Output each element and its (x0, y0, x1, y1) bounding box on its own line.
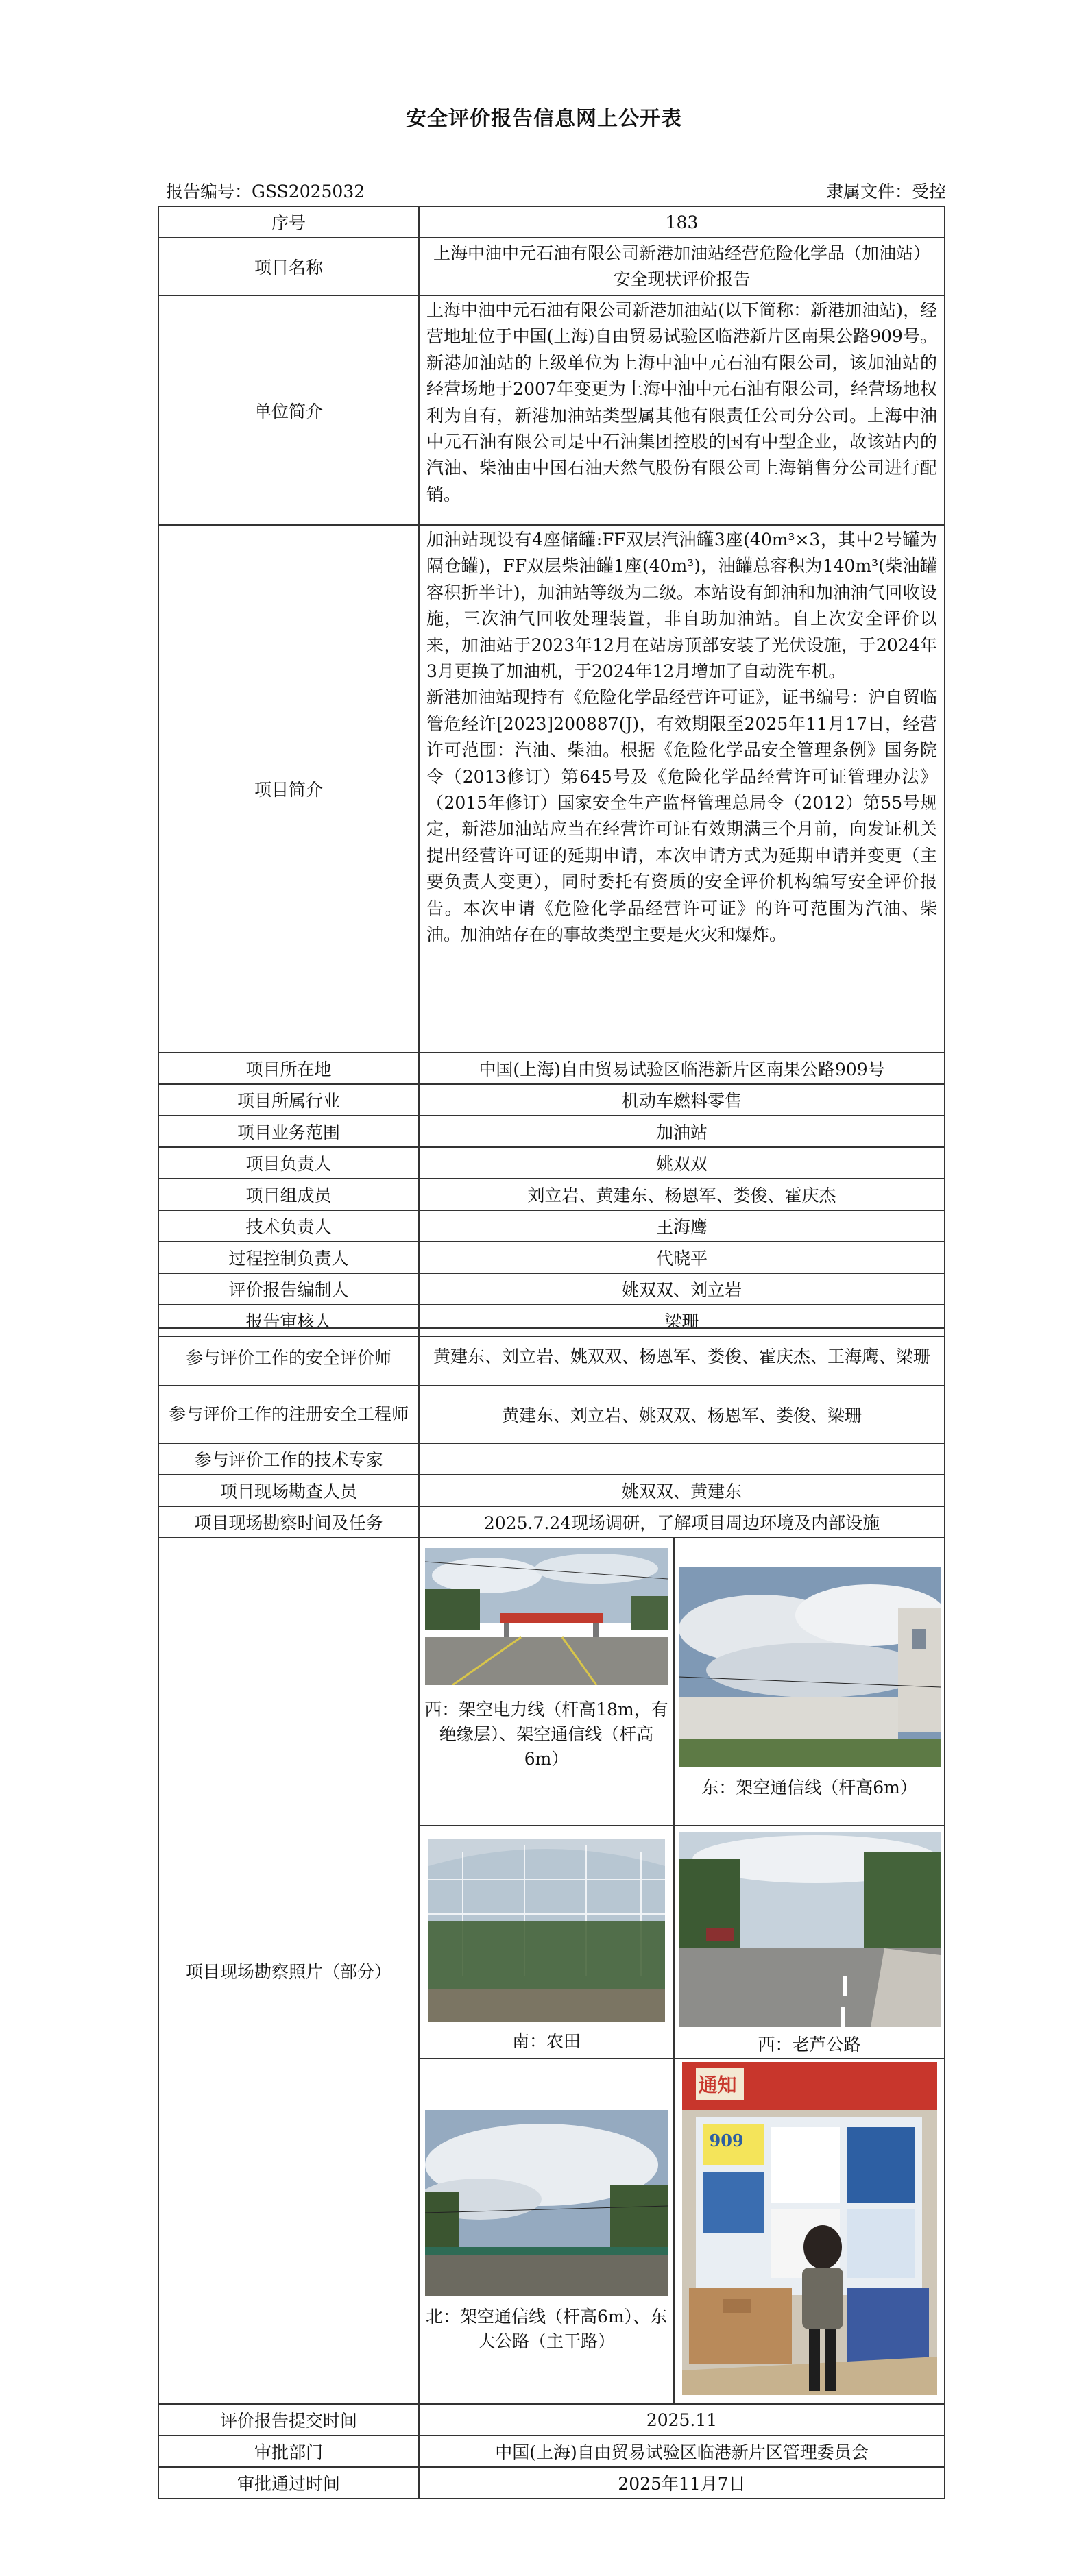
row-industry (158, 1084, 945, 1116)
submit-time-label: 评价报告提交时间 (158, 2404, 419, 2436)
photo-caption: 南：农田 (511, 2031, 581, 2051)
project-intro-paragraph: 新港加油站现持有《危险化学品经营许可证》，证书编号：沪自贸临管危经许[2023]200887(J)，有效期限至2025年11月17日，经营许可范围：汽油、柴油。根据《危险化学品安全管理条例》国务院令（2013修订）第645号及《危险化学品经营许可证管理办法》（2015年修订）国家安全生产监督管理总局令（2012）第55号规定，新港加油站应当在经营许可证有效期满三个月前，向发证机关提出经营许可证的延期申请，本次申请方式为延期申请并变更（主要负责人变更），同时委托有资质的安全评价机构编写安全评价报告。本次申请《危险化学品经营许可证》的许可范围为汽油、柴油。加油站存在的事故类型主要是火灾和爆炸。 (426, 687, 937, 945)
photo-caption: 东：架空通信线（杆高6m） (701, 1778, 917, 1798)
industry-label: 项目所属行业 (158, 1084, 419, 1116)
tech-leader-value: 王海鹰 (419, 1210, 945, 1242)
scope-label: 项目业务范围 (158, 1116, 419, 1147)
tech-leader-label: 技术负责人 (158, 1210, 419, 1242)
photo-cell-notice-board (674, 2059, 945, 2404)
info-table-survey (158, 1327, 945, 2499)
photo-north-road (425, 2110, 668, 2296)
photo-cell-west-road (674, 1826, 945, 2059)
photo-caption: 西：架空电力线（杆高18m，有绝缘层）、架空通信线（杆高6m） (424, 1700, 668, 1769)
project-intro-text (419, 525, 945, 1053)
row-engineers (158, 1386, 945, 1443)
survey-time-label: 项目现场勘察时间及任务 (158, 1506, 419, 1538)
row-leader (158, 1147, 945, 1179)
photos-label: 项目现场勘察照片（部分） (158, 1538, 419, 2404)
photo-cell-north-comm (419, 2059, 674, 2404)
row-scope (158, 1116, 945, 1147)
document-title: 安全评价报告信息网上公开表 (406, 107, 682, 131)
reviewer-label: 报告审核人 (158, 1305, 419, 1336)
row-project-name (158, 238, 945, 295)
row-process-control (158, 1242, 945, 1273)
approval-time-label: 审批通过时间 (158, 2467, 419, 2499)
experts-label: 参与评价工作的技术专家 (158, 1443, 419, 1475)
compilers-label: 评价报告编制人 (158, 1273, 419, 1305)
leader-label: 项目负责人 (158, 1147, 419, 1179)
survey-staff-value: 姚双双、黄建东 (419, 1475, 945, 1506)
photo-cell-west-power (419, 1538, 674, 1826)
row-submit-time (158, 2404, 945, 2436)
project-name-label: 项目名称 (158, 238, 419, 295)
row-tech-leader (158, 1210, 945, 1242)
project-intro-label: 项目简介 (158, 525, 419, 1053)
row-photos-1 (158, 1538, 945, 1826)
engineers-value: 黄建东、刘立岩、姚双双、杨恩军、娄俊、梁珊 (419, 1386, 945, 1443)
experts-value (419, 1443, 945, 1475)
survey-staff-label: 项目现场勘查人员 (158, 1475, 419, 1506)
photo-west-gas-station (425, 1548, 668, 1685)
report-number: 报告编号：GSS2025032 (166, 182, 365, 201)
photo-cell-south-farm (419, 1826, 674, 2059)
row-experts (158, 1443, 945, 1475)
members-label: 项目组成员 (158, 1179, 419, 1210)
submit-time-value: 2025.11 (419, 2404, 945, 2436)
survey-time-value: 2025.7.24现场调研，了解项目周边环境及内部设施 (419, 1506, 945, 1538)
row-project-intro (158, 525, 945, 1053)
row-survey-staff (158, 1475, 945, 1506)
info-table-main (158, 206, 945, 1337)
photo-notice-board (682, 2062, 937, 2395)
photo-east-wall (679, 1567, 941, 1767)
approval-dept-label: 审批部门 (158, 2436, 419, 2467)
photo-west-road (679, 1832, 941, 2027)
industry-value: 机动车燃料零售 (419, 1084, 945, 1116)
row-approval-time (158, 2467, 945, 2499)
scope-value: 加油站 (419, 1116, 945, 1147)
unit-intro-label: 单位简介 (158, 295, 419, 525)
compilers-value: 姚双双、刘立岩 (419, 1273, 945, 1305)
evaluators-value: 黄建东、刘立岩、姚双双、杨恩军、娄俊、霍庆杰、王海鹰、梁珊 (419, 1328, 945, 1386)
project-intro-paragraph: 加油站现设有4座储罐:FF双层汽油罐3座(40m³×3，其中2号罐为隔仓罐)，FF双层柴油罐1座(40m³)，油罐总容积为140m³(柴油罐容积折半计)，加油站等级为二级。本站设有卸油和加油油气回收设施，三次油气回收处理装置，非自助加油站。自上次安全评价以来，加油站于2023年12月在站房顶部安装了光伏设施，于2024年3月更换了加油机，于2024年12月增加了自动洗车机。 (426, 530, 937, 682)
document-affiliation: 隶属文件：受控 (826, 182, 947, 201)
photo-cell-east-comm (674, 1538, 945, 1826)
approval-dept-value: 中国(上海)自由贸易试验区临港新片区管理委员会 (419, 2436, 945, 2467)
location-value: 中国(上海)自由贸易试验区临港新片区南果公路909号 (419, 1053, 945, 1084)
location-label: 项目所在地 (158, 1053, 419, 1084)
process-control-label: 过程控制负责人 (158, 1242, 419, 1273)
row-evaluators (158, 1328, 945, 1386)
process-control-value: 代晓平 (419, 1242, 945, 1273)
members-value: 刘立岩、黄建东、杨恩军、娄俊、霍庆杰 (419, 1179, 945, 1210)
row-unit-intro (158, 295, 945, 525)
leader-value: 姚双双 (419, 1147, 945, 1179)
notice-sign-text: 通知 (698, 2074, 737, 2096)
board-number: 909 (709, 2131, 744, 2150)
serial-label: 序号 (158, 206, 419, 238)
row-members (158, 1179, 945, 1210)
row-approval-dept (158, 2436, 945, 2467)
row-compilers (158, 1273, 945, 1305)
serial-value: 183 (419, 206, 945, 238)
engineers-label: 参与评价工作的注册安全工程师 (158, 1386, 419, 1443)
photo-caption: 西：老芦公路 (758, 2035, 861, 2054)
approval-time-value: 2025年11月7日 (419, 2467, 945, 2499)
unit-intro-text: 上海中油中元石油有限公司新港加油站(以下简称：新港加油站)，经营地址位于中国(上海)自由贸易试验区临港新片区南果公路909号。新港加油站的上级单位为上海中油中元石油有限公司，该加油站的经营场地于2007年变更为上海中油中元石油有限公司，经营场地权利为自有，新港加油站类型属其他有限责任公司分公司。上海中油中元石油有限公司是中石油集团控股的国有中型企业，故该站内的汽油、柴油由中国石油天然气股份有限公司上海销售分公司进行配销。 (419, 295, 945, 525)
evaluators-label: 参与评价工作的安全评价师 (158, 1328, 419, 1386)
row-location (158, 1053, 945, 1084)
reviewer-value: 梁珊 (419, 1305, 945, 1336)
photo-south-farmland (428, 1839, 665, 2022)
photo-caption: 北：架空通信线（杆高6m）、东大公路（主干路） (425, 2307, 668, 2351)
row-serial (158, 206, 945, 238)
row-survey-time (158, 1506, 945, 1538)
project-name-value: 上海中油中元石油有限公司新港加油站经营危险化学品（加油站）安全现状评价报告 (419, 238, 945, 295)
